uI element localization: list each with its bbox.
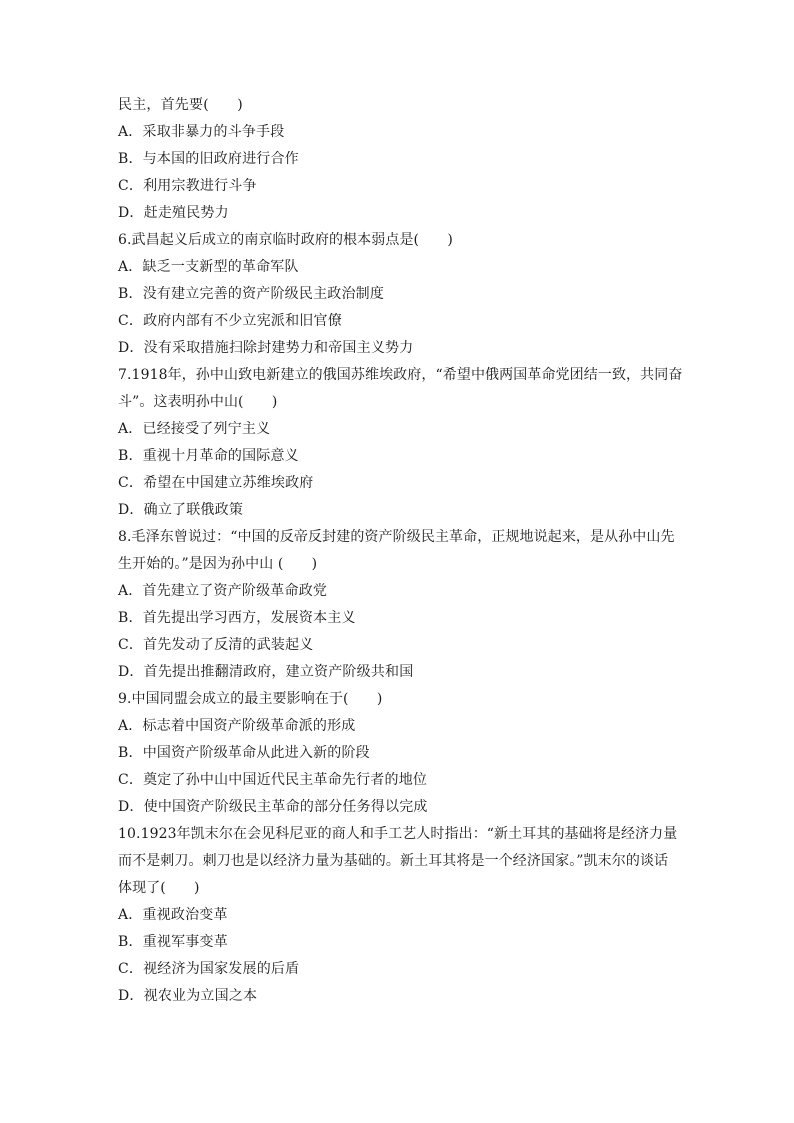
question-7-option-d: D．确立了联俄政策 bbox=[118, 502, 244, 518]
question-6-stem: 6.武昌起义后成立的南京临时政府的根本弱点是( ) bbox=[118, 232, 453, 248]
question-9-option-b: B．中国资产阶级革命从此进入新的阶段 bbox=[118, 745, 370, 761]
question-5-option-c: C．利用宗教进行斗争 bbox=[118, 178, 257, 194]
question-10-option-d: D．视农业为立国之本 bbox=[118, 988, 258, 1004]
question-8-option-c: C．首先发动了反清的武装起义 bbox=[118, 637, 314, 653]
question-7-option-b: B．重视十月革命的国际意义 bbox=[118, 448, 299, 464]
question-7-stem-line-1: 7.1918年，孙中山致电新建立的俄国苏维埃政府，“希望中俄两国革命党团结一致，共同奋 bbox=[118, 367, 683, 383]
question-5-option-b: B．与本国的旧政府进行合作 bbox=[118, 151, 299, 167]
question-6-option-b: B．没有建立完善的资产阶级民主政治制度 bbox=[118, 286, 385, 302]
question-10-stem-line-1: 10.1923年凯末尔在会见科尼亚的商人和手工艺人时指出：“新土耳其的基础将是经济力量 bbox=[118, 826, 678, 842]
question-9-stem: 9.中国同盟会成立的最主要影响在于( ) bbox=[118, 691, 383, 707]
question-6-option-c: C．政府内部有不少立宪派和旧官僚 bbox=[118, 313, 342, 329]
question-10-option-c: C．视经济为国家发展的后盾 bbox=[118, 961, 300, 977]
question-text-block bbox=[118, 92, 683, 1010]
question-9-option-c: C．奠定了孙中山中国近代民主革命先行者的地位 bbox=[118, 772, 428, 788]
question-8-option-a: A．首先建立了资产阶级革命政党 bbox=[118, 583, 328, 599]
question-7-option-a: A．已经接受了列宁主义 bbox=[118, 421, 271, 437]
question-7-stem-line-2: 斗”。这表明孙中山( ) bbox=[118, 394, 278, 410]
question-9-option-d: D．使中国资产阶级民主革命的部分任务得以完成 bbox=[118, 799, 428, 815]
question-5-option-d: D．赶走殖民势力 bbox=[118, 205, 229, 221]
question-5-option-a: A．采取非暴力的斗争手段 bbox=[118, 124, 285, 140]
question-6-option-d: D．没有采取措施扫除封建势力和帝国主义势力 bbox=[118, 340, 414, 356]
question-5-stem-continuation: 民主，首先要( ) bbox=[118, 97, 243, 113]
question-10-option-a: A．重视政治变革 bbox=[118, 907, 228, 923]
question-10-stem-line-2: 而不是刺刀。刺刀也是以经济力量为基础的。新土耳其将是一个经济国家。”凯末尔的谈话 bbox=[118, 853, 669, 869]
question-10-option-b: B．重视军事变革 bbox=[118, 934, 228, 950]
question-6-option-a: A．缺乏一支新型的革命军队 bbox=[118, 259, 299, 275]
question-8-option-b: B．首先提出学习西方，发展资本主义 bbox=[118, 610, 356, 626]
question-8-option-d: D．首先提出推翻清政府，建立资产阶级共和国 bbox=[118, 664, 414, 680]
question-7-option-c: C．希望在中国建立苏维埃政府 bbox=[118, 475, 314, 491]
question-8-stem-line-2: 生开始的。”是因为孙中山 ( ) bbox=[118, 556, 318, 572]
question-9-option-a: A．标志着中国资产阶级革命派的形成 bbox=[118, 718, 356, 734]
question-8-stem-line-1: 8.毛泽东曾说过：“中国的反帝反封建的资产阶级民主革命，正规地说起来，是从孙中山先 bbox=[118, 529, 675, 545]
question-10-stem-line-3: 体现了( ) bbox=[118, 880, 200, 896]
